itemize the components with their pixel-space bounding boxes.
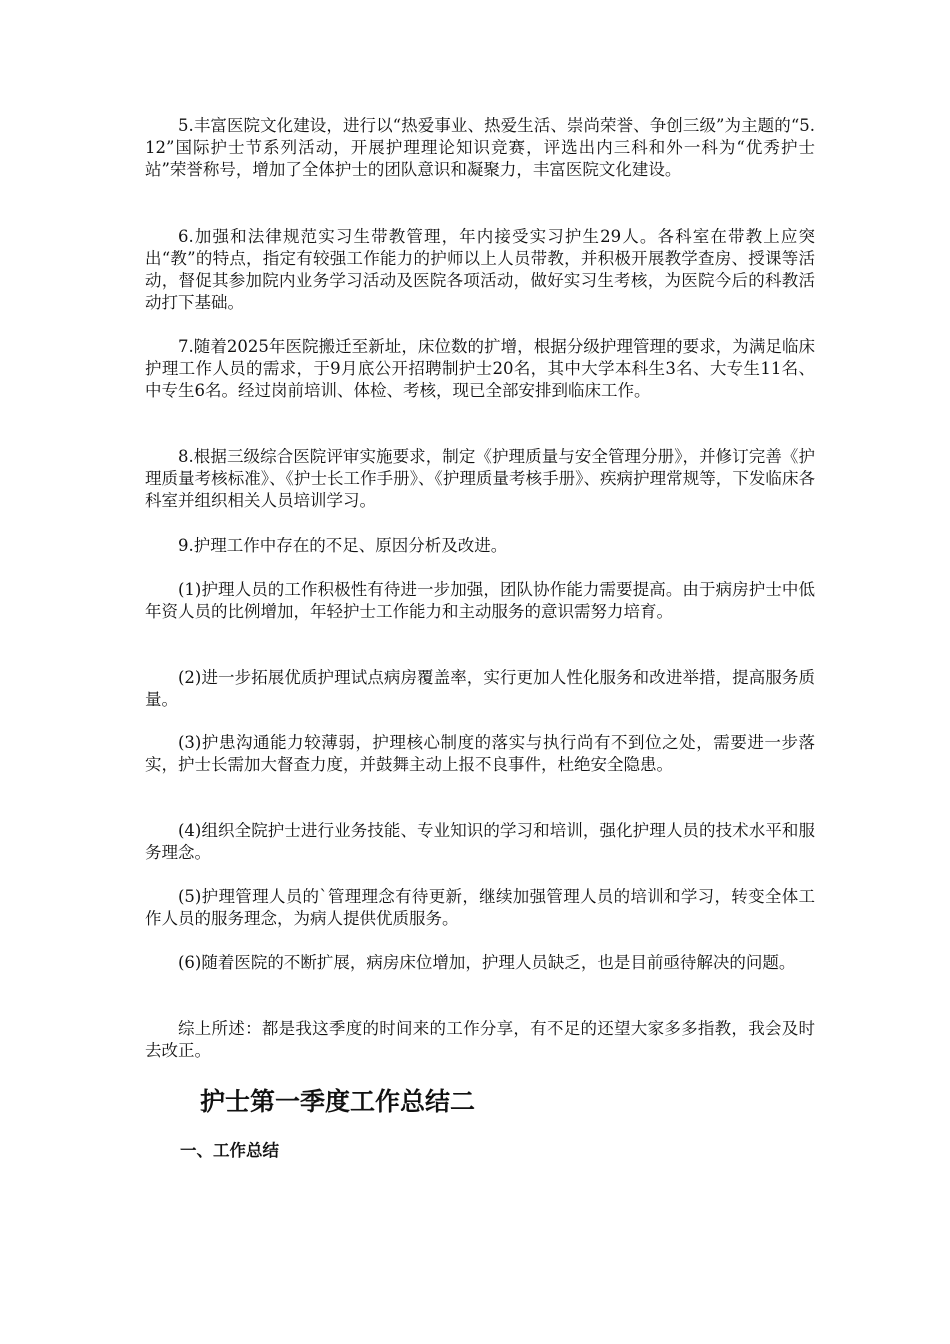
section-heading: 一、工作总结 <box>180 1141 279 1160</box>
paragraph-item-6: 6.加强和法律规范实习生带教管理，年内接受实习护生29人。各科室在带教上应突出“教”的特点，指定有较强工作能力的护师以上人员带教，并积极开展教学查房、授课等活动，督促其参加院内业务学习活动及医院各项活动，做好实习生考核，为医院今后的科教活动打下基础。 <box>145 227 815 312</box>
paragraph-item-7: 7.随着2025年医院搬迁至新址，床位数的扩增，根据分级护理管理的要求，为满足临床护理工作人员的需求，于9月底公开招聘制护士20名，其中大学本科生3名、大专生11名、中专生6名。经过岗前培训、体检、考核，现已全部安排到临床工作。 <box>145 337 815 400</box>
paragraph-sub-1: (1)护理人员的工作积极性有待进一步加强，团队协作能力需要提高。由于病房护士中低年资人员的比例增加，年轻护士工作能力和主动服务的意识需努力培育。 <box>145 580 815 621</box>
paragraph-sub-6: (6)随着医院的不断扩展，病房床位增加，护理人员缺乏，也是目前亟待解决的问题。 <box>178 953 796 972</box>
paragraph-summary: 综上所述：都是我这季度的时间来的工作分享，有不足的还望大家多多指教，我会及时去改正。 <box>145 1019 815 1060</box>
paragraph-sub-2: (2)进一步拓展优质护理试点病房覆盖率，实行更加人性化服务和改进举措，提高服务质量。 <box>145 668 815 709</box>
paragraph-sub-4: (4)组织全院护士进行业务技能、专业知识的学习和培训，强化护理人员的技术水平和服务理念。 <box>145 821 815 862</box>
paragraph-item-9: 9.护理工作中存在的不足、原因分析及改进。 <box>178 536 508 555</box>
paragraph-item-8: 8.根据三级综合医院评审实施要求，制定《护理质量与安全管理分册》，并修订完善《护理质量考核标准》、《护士长工作手册》、《护理质量考核手册》、疾病护理常规等，下发临床各科室并组织相关人员培训学习。 <box>145 447 815 510</box>
document-title: 护士第一季度工作总结二 <box>200 1087 476 1116</box>
paragraph-sub-3: (3)护患沟通能力较薄弱，护理核心制度的落实与执行尚有不到位之处，需要进一步落实，护士长需加大督查力度，并鼓舞主动上报不良事件，杜绝安全隐患。 <box>145 733 815 774</box>
paragraph-item-5: 5.丰富医院文化建设，进行以“热爱事业、热爱生活、崇尚荣誉、争创三级”为主题的“5.12”国际护士节系列活动，开展护理理论知识竞赛，评选出内三科和外一科为“优秀护士站”荣誉称号，增加了全体护士的团队意识和凝聚力，丰富医院文化建设。 <box>145 116 815 179</box>
paragraph-sub-5: (5)护理管理人员的`管理理念有待更新，继续加强管理人员的培训和学习，转变全体工作人员的服务理念，为病人提供优质服务。 <box>145 887 815 928</box>
